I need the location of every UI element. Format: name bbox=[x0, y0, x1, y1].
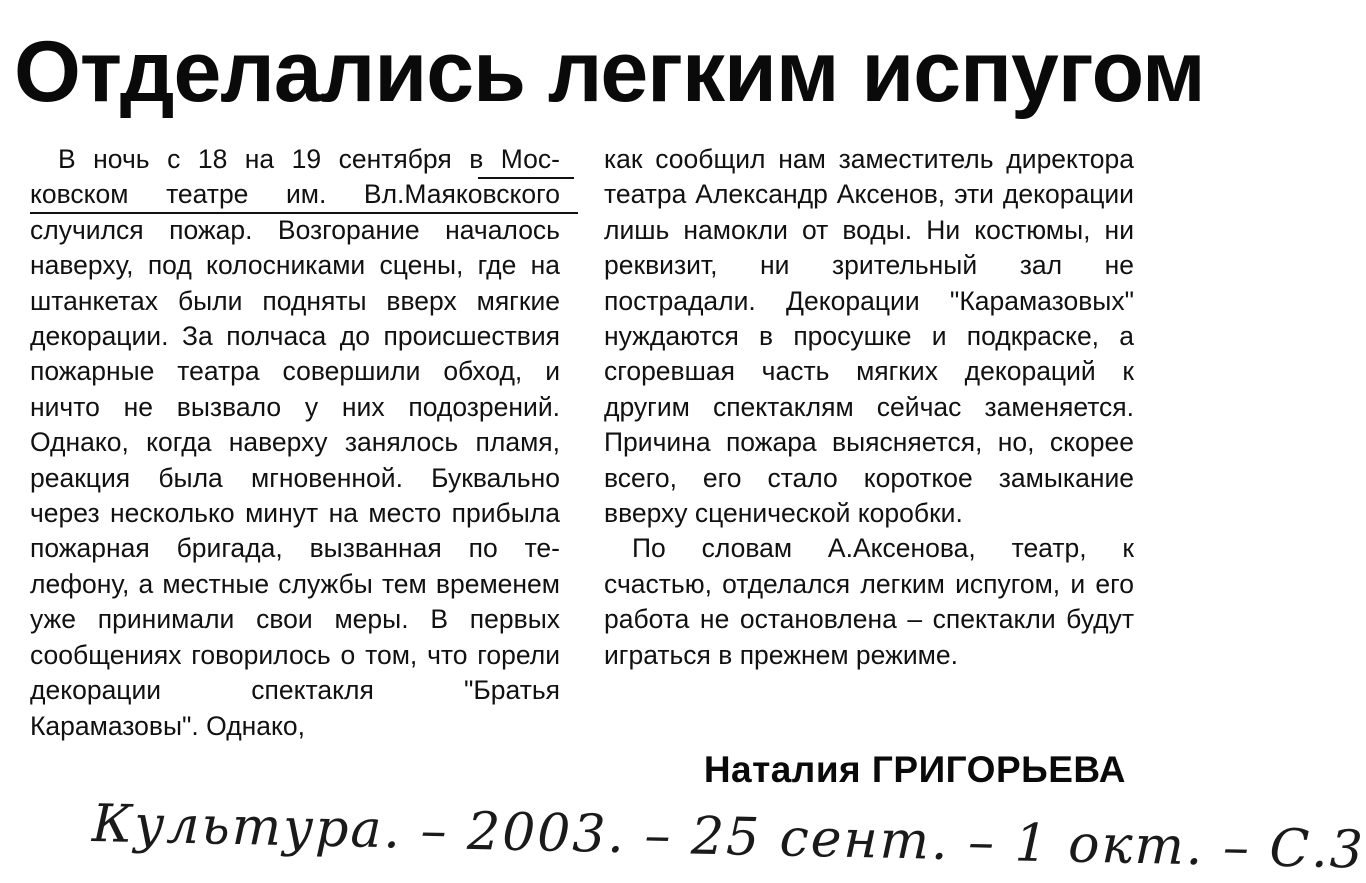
underline-mark bbox=[30, 212, 578, 214]
article-right-column bbox=[604, 142, 1134, 673]
author-byline: Наталия ГРИГОРЬЕВА bbox=[703, 749, 1126, 790]
article-left-column bbox=[30, 142, 560, 744]
paragraph-2: По словам А.Аксенова, театр, к счастью, отделался легким испугом, и его работа не остановлена – спектакли будут играться в прежнем режиме. bbox=[604, 533, 1134, 670]
handwritten-citation: Культура. – 2003. – 25 сент. – 1 окт. – С.3 bbox=[91, 794, 1366, 881]
paragraph-1: В ночь с 18 на 19 сентября в Московском театре им. Вл.Маяковского случился пожар. Возгорание началось наверху, под колосниками сцены, где на штанкетах были подняты вверх мягкие декорации. За полчаса до происшествия пожарные театра совершили обход, и ничто не вызвало у них подозрений. Однако, когда наверху занялось пламя, реакция была мгновенной. Буквально через несколько минут на место прибыла пожарная бригада, вызванная по телефону, а местные службы тем временем уже принимали свои меры. В первых сообщениях говорилось о том, что горели декорации спектакля "Братья Карамазовы". Однако, bbox=[30, 144, 560, 741]
article-headline: Отделались легким испугом bbox=[14, 24, 1205, 120]
paragraph-1-continued: как сообщил нам заместитель директора театра Александр Аксенов, эти декорации лишь намокли от воды. Ни костюмы, ни реквизит, ни зрительный зал не пострадали. Декорации "Карамазовых" нуждаются в просушке и подкраске, а сгоревшая часть мягких декораций к другим спектаклям сейчас заменяется. Причина пожара выясняется, но, скорее всего, его стало короткое замыкание вверху сценической коробки. bbox=[604, 144, 1134, 529]
underline-mark bbox=[478, 177, 574, 179]
